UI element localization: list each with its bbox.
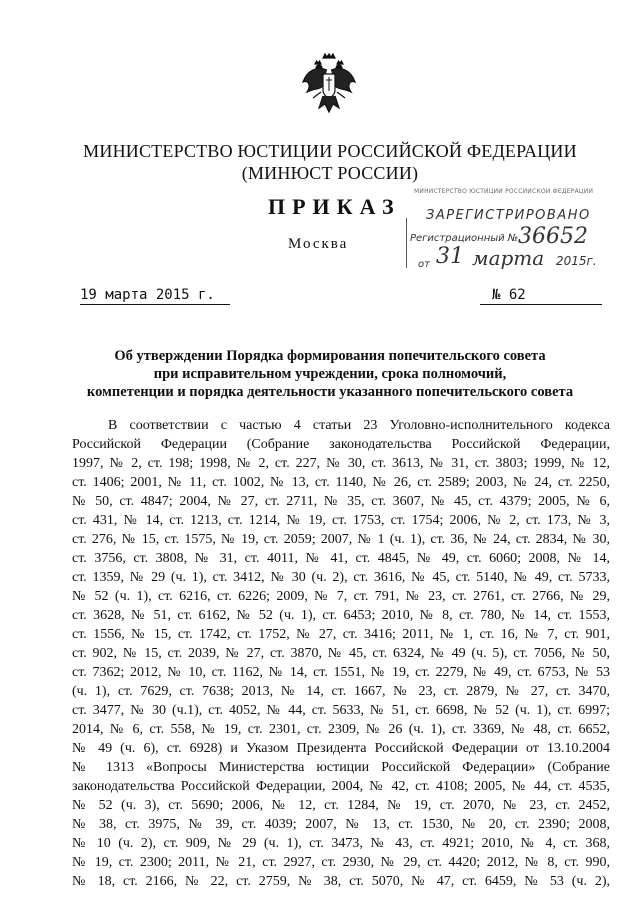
stamp-border — [406, 218, 407, 268]
body-line: ст. 1359, № 29 (ч. 1), ст. 3412, № 30 (ч. 2), ст. 3616, № 45, ст. 5140, № 49, ст. 5733, — [72, 570, 610, 585]
body-line: (ч. 1), ст. 7629, ст. 7638; 2013, № 14, ст. 1667, № 23, ст. 2879, № 27, ст. 3470, — [72, 684, 610, 699]
stamp-reg-label: Регистрационный № — [410, 233, 519, 244]
city: Москва — [288, 236, 349, 252]
body-line: ст. 431, № 14, ст. 1213, ст. 1214, № 19, ст. 1753, ст. 1754; 2006, № 2, ст. 173, № 3, — [72, 513, 610, 528]
document-body — [72, 416, 610, 891]
body-line: № 49 (ч. 6), ст. 6928) и Указом Президента Российской Федерации от 13.10.2004 — [72, 741, 610, 756]
body-line: ст. 1406; 2001, № 11, ст. 1002, № 13, ст. 1140, № 26, ст. 2589; 2003, № 24, ст. 2250, — [72, 475, 610, 490]
title-line: при исправительном учреждении, срока полномочий, — [153, 366, 507, 382]
body-line: № 50, ст. 4847; 2004, № 27, ст. 2711, № 35, ст. 3607, № 45, ст. 4379; 2005, № 6, — [72, 494, 610, 509]
coat-of-arms-icon — [301, 52, 357, 116]
ministry-short-name: (МИНЮСТ РОССИИ) — [241, 163, 419, 183]
body-line: Российской Федерации (Собрание законодательства Российской Федерации, — [72, 437, 610, 452]
title-line: Об утверждении Порядка формирования попечительского совета — [114, 348, 546, 364]
body-line: ст. 7362; 2012, № 10, ст. 1162, № 14, ст. 1551, № 19, ст. 2279, № 49, ст. 6753, № 53 — [72, 665, 610, 680]
body-line: ст. 276, № 15, ст. 1575, № 19, ст. 2059; 2007, № 1 (ч. 1), ст. 36, № 24, ст. 2834, № 30, — [72, 532, 610, 547]
body-line: № 18, ст. 2166, № 22, ст. 2759, № 38, ст. 5070, № 47, ст. 6459, № 53 (ч. 2), — [72, 874, 610, 889]
body-line: ст. 1556, № 15, ст. 1742, ст. 1752, № 27, ст. 3416; 2011, № 1, ст. 16, № 7, ст. 901, — [72, 627, 610, 642]
stamp-date-year: 2015г. — [556, 254, 597, 268]
body-line: ст. 3477, № 30 (ч.1), ст. 4052, № 44, ст. 5633, № 51, ст. 6698, № 52 (ч. 1), ст. 6997; — [72, 703, 610, 718]
document-title — [70, 347, 590, 401]
body-line: 2014, № 6, ст. 558, № 19, ст. 2301, ст. 2309, № 26 (ч. 1), ст. 3369, № 48, ст. 6652, — [72, 722, 610, 737]
order-number: № 62 — [480, 287, 602, 305]
body-line: ст. 902, № 15, ст. 2039, № 27, ст. 3870, № 45, ст. 6324, № 49 (ч. 5), ст. 7056, № 50, — [72, 646, 610, 661]
stamp-ministry: МИНИСТЕРСТВО ЮСТИЦИИ РОССИЙСКОЙ ФЕДЕРАЦИИ — [414, 188, 594, 195]
stamp-date-month: марта — [472, 246, 545, 270]
body-line: № 38, ст. 3975, № 39, ст. 4039; 2007, № 13, ст. 1530, № 20, ст. 2390; 2008, — [72, 817, 610, 832]
stamp-date-prefix: от — [418, 259, 430, 270]
body-line: № 1313 «Вопросы Министерства юстиции Российской Федерации» (Собрание — [72, 760, 610, 775]
body-line: № 52 (ч. 1), ст. 6216, ст. 6226; 2009, № 7, ст. 791, № 23, ст. 2761, ст. 2766, № 29, — [72, 589, 610, 604]
stamp-registered: ЗАРЕГИСТРИРОВАНО — [426, 208, 591, 223]
ministry-name: МИНИСТЕРСТВО ЮСТИЦИИ РОССИЙСКОЙ ФЕДЕРАЦИИ — [83, 141, 577, 161]
stamp-reg-number: 36652 — [518, 224, 588, 249]
order-title: ПРИКАЗ — [268, 194, 401, 219]
title-line: компетенции и порядка деятельности указанного попечительского совета — [86, 384, 574, 400]
body-line: ст. 3756, ст. 3808, № 31, ст. 4011, № 41, ст. 4845, № 49, ст. 6060; 2008, № 14, — [72, 551, 610, 566]
body-line: 1997, № 2, ст. 198; 1998, № 2, ст. 227, № 30, ст. 3613, № 31, ст. 3803; 1999, № 12, — [72, 456, 610, 471]
body-line: № 52 (ч. 3), ст. 5690; 2006, № 12, ст. 1284, № 19, ст. 2070, № 23, ст. 2452, — [72, 798, 610, 813]
body-line: законодательства Российской Федерации, 2004, № 42, ст. 4108; 2005, № 44, ст. 4535, — [72, 779, 610, 794]
registration-stamp — [406, 178, 602, 278]
body-line: № 19, ст. 2300; 2011, № 21, ст. 2927, ст. 2930, № 29, ст. 4420; 2012, № 8, ст. 990, — [72, 855, 610, 870]
body-line: № 10 (ч. 2), ст. 909, № 29 (ч. 1), ст. 3473, № 43, ст. 4921; 2010, № 4, ст. 368, — [72, 836, 610, 851]
body-line: ст. 3628, № 51, ст. 6162, № 52 (ч. 1), ст. 6453; 2010, № 8, ст. 780, № 14, ст. 1553, — [72, 608, 610, 623]
order-date: 19 марта 2015 г. — [80, 287, 230, 305]
stamp-date-day: 31 — [436, 244, 464, 269]
body-line: В соответствии с частью 4 статьи 23 Уголовно-исполнительного кодекса — [108, 418, 610, 433]
